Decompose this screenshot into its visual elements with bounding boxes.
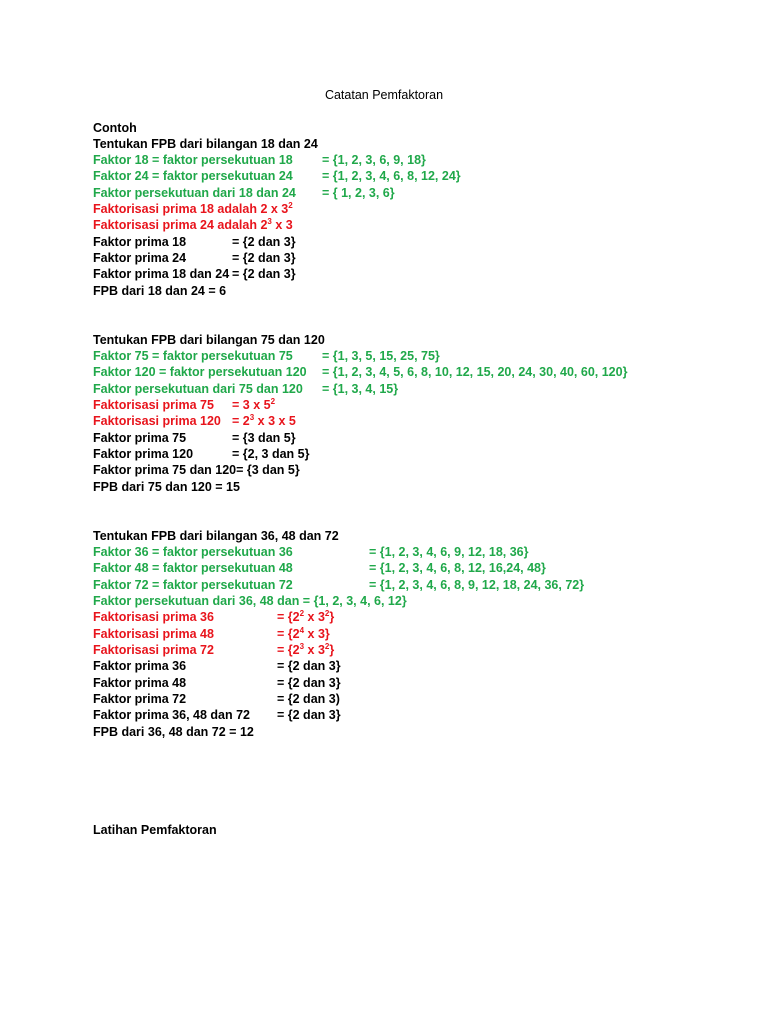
ex2-heading: Tentukan FPB dari bilangan 75 dan 120 — [93, 333, 325, 347]
contoh-label: Contoh — [93, 121, 137, 135]
ex1-prime-18 — [93, 234, 296, 250]
ex3-pf72-label: Faktorisasi prima 72 — [93, 643, 214, 657]
ex3-prime-factorization-72 — [93, 641, 335, 658]
ex2-prime-75-label: Faktor prima 75 — [93, 431, 187, 445]
ex1-pf24-tail: x 3 — [271, 218, 293, 232]
ex3-factor-72-label: Faktor 72 = faktor persekutuan 72 — [93, 578, 293, 592]
ex3-pf72-part-b: x 3 — [304, 643, 325, 657]
ex3-prime-36 — [93, 658, 341, 674]
ex3-common-factor: Faktor persekutuan dari 36, 48 dan = {1, 2, 3, 4, 6, 12} — [93, 594, 407, 608]
ex1-common-factor-value: = { 1, 2, 3, 6} — [322, 186, 395, 200]
ex1-prime-both-value: = {2 dan 3} — [232, 267, 296, 281]
ex3-pf72-exp1: 3 — [299, 641, 305, 651]
page-title: Catatan Pemfaktoran — [324, 88, 444, 102]
ex2-factor-120-value: = {1, 2, 3, 4, 5, 6, 8, 10, 12, 15, 20, 24, 30, 40, 60, 120} — [322, 365, 628, 379]
ex3-prime-36-label: Faktor prima 36 — [93, 659, 187, 673]
ex1-prime-18-label: Faktor prima 18 — [93, 235, 187, 249]
ex1-heading: Tentukan FPB dari bilangan 18 dan 24 — [93, 137, 318, 151]
ex2-fpb-result: FPB dari 75 dan 120 = 15 — [93, 480, 240, 494]
ex3-pf72-exp2: 2 — [324, 641, 330, 651]
ex3-pf72-part-c: } — [329, 643, 335, 657]
ex2-pf120-value-wrap — [232, 413, 296, 429]
ex3-pf72-value — [277, 642, 334, 658]
ex3-prime-48-label: Faktor prima 48 — [93, 676, 187, 690]
ex1-prime-both — [93, 266, 296, 282]
ex2-prime-120-label: Faktor prima 120 — [93, 447, 194, 461]
ex1-prime-18-value: = {2 dan 3} — [232, 235, 296, 249]
ex2-pf75-value-wrap — [232, 397, 275, 413]
ex3-pf36-part-b: x 3 — [304, 610, 325, 624]
ex1-factor-18-value: = {1, 2, 3, 6, 9, 18} — [322, 153, 426, 167]
ex1-prime-factorization-24 — [93, 217, 293, 233]
ex3-pf36-value — [277, 609, 334, 625]
ex3-prime-all-value: = {2 dan 3} — [277, 708, 341, 722]
ex3-pf36-part-c: } — [329, 610, 335, 624]
ex3-factor-36-value: = {1, 2, 3, 4, 6, 9, 12, 18, 36} — [369, 545, 529, 559]
ex3-prime-72-value: = {2 dan 3) — [277, 692, 340, 706]
ex1-prime-24-value: = {2 dan 3} — [232, 251, 296, 265]
ex3-prime-48 — [93, 675, 341, 691]
ex2-prime-both: Faktor prima 75 dan 120= {3 dan 5} — [93, 463, 300, 477]
ex2-pf120-label: Faktorisasi prima 120 — [93, 414, 221, 428]
ex2-prime-75-value: = {3 dan 5} — [232, 431, 296, 445]
ex2-prime-factorization-120 — [93, 412, 296, 429]
ex3-factor-36-label: Faktor 36 = faktor persekutuan 36 — [93, 545, 293, 559]
ex3-prime-factorization-48 — [93, 625, 330, 642]
ex2-prime-factorization-75 — [93, 396, 276, 413]
ex1-pf24-exponent: 3 — [267, 216, 272, 226]
ex2-factor-75 — [93, 348, 440, 364]
ex1-fpb-result: FPB dari 18 dan 24 = 6 — [93, 284, 227, 298]
ex1-common-factor-label: Faktor persekutuan dari 18 dan 24 — [93, 186, 296, 200]
ex3-pf48-value — [277, 626, 330, 642]
ex3-pf48-part-b: x 3} — [304, 627, 330, 641]
ex3-prime-72-label: Faktor prima 72 — [93, 692, 187, 706]
ex1-prime-factorization-18 — [93, 201, 293, 217]
ex2-pf75-value: = 3 x 5 — [232, 398, 271, 412]
ex2-common-factor-value: = {1, 3, 4, 15} — [322, 382, 399, 396]
ex2-common-factor-label: Faktor persekutuan dari 75 dan 120 — [93, 382, 303, 396]
ex3-prime-36-value: = {2 dan 3} — [277, 659, 341, 673]
ex2-factor-120 — [93, 364, 628, 380]
ex3-pf48-label: Faktorisasi prima 48 — [93, 627, 214, 641]
ex3-factor-36 — [93, 544, 529, 560]
ex1-pf18-exponent: 2 — [288, 200, 293, 210]
ex3-prime-all — [93, 707, 341, 723]
ex1-prime-24 — [93, 250, 296, 266]
ex3-pf72-part-a: = {2 — [277, 643, 300, 657]
ex2-factor-75-label: Faktor 75 = faktor persekutuan 75 — [93, 349, 293, 363]
ex3-prime-factorization-36 — [93, 608, 335, 625]
ex3-pf48-exp1: 4 — [299, 625, 305, 635]
ex3-factor-48-value: = {1, 2, 3, 4, 6, 8, 12, 16,24, 48} — [369, 561, 546, 575]
ex1-prime-24-label: Faktor prima 24 — [93, 251, 187, 265]
ex2-prime-120 — [93, 446, 310, 462]
ex3-prime-all-label: Faktor prima 36, 48 dan 72 — [93, 708, 251, 722]
ex1-prime-both-label: Faktor prima 18 dan 24 — [93, 267, 230, 281]
ex1-pf18-text: Faktorisasi prima 18 adalah 2 x 3 — [93, 202, 289, 216]
ex1-factor-24-label: Faktor 24 = faktor persekutuan 24 — [93, 169, 293, 183]
ex1-pf24-text: Faktorisasi prima 24 adalah 2 — [93, 218, 268, 232]
ex1-factor-18-label: Faktor 18 = faktor persekutuan 18 — [93, 153, 293, 167]
ex2-common-factor — [93, 381, 399, 397]
ex3-factor-72 — [93, 577, 585, 593]
ex2-pf75-exponent: 2 — [270, 396, 276, 406]
ex1-factor-18 — [93, 152, 426, 168]
ex1-factor-24 — [93, 168, 461, 184]
ex2-factor-120-label: Faktor 120 = faktor persekutuan 120 — [93, 365, 307, 379]
ex3-factor-72-value: = {1, 2, 3, 4, 6, 8, 9, 12, 18, 24, 36, 72} — [369, 578, 585, 592]
ex2-pf75-label: Faktorisasi prima 75 — [93, 398, 214, 412]
ex3-heading: Tentukan FPB dari bilangan 36, 48 dan 72 — [93, 529, 339, 543]
ex2-prime-120-value: = {2, 3 dan 5} — [232, 447, 310, 461]
ex2-prime-75 — [93, 430, 296, 446]
ex1-common-factor — [93, 185, 395, 201]
latihan-heading: Latihan Pemfaktoran — [93, 823, 217, 837]
ex3-pf48-part-a: = {2 — [277, 627, 300, 641]
ex3-factor-48 — [93, 560, 546, 576]
ex2-pf120-tail: x 3 x 5 — [254, 414, 296, 428]
ex2-factor-75-value: = {1, 3, 5, 15, 25, 75} — [322, 349, 440, 363]
ex3-pf36-exp2: 2 — [324, 608, 330, 618]
ex2-pf120-value: = 2 — [232, 414, 250, 428]
ex3-pf36-label: Faktorisasi prima 36 — [93, 610, 214, 624]
ex3-prime-48-value: = {2 dan 3} — [277, 676, 341, 690]
ex3-factor-48-label: Faktor 48 = faktor persekutuan 48 — [93, 561, 293, 575]
ex3-fpb-result: FPB dari 36, 48 dan 72 = 12 — [93, 725, 254, 739]
ex3-pf36-exp1: 2 — [299, 608, 305, 618]
ex3-prime-72 — [93, 691, 340, 707]
ex2-pf120-exponent: 3 — [249, 412, 255, 422]
ex3-pf36-part-a: = {2 — [277, 610, 300, 624]
ex1-factor-24-value: = {1, 2, 3, 4, 6, 8, 12, 24} — [322, 169, 461, 183]
